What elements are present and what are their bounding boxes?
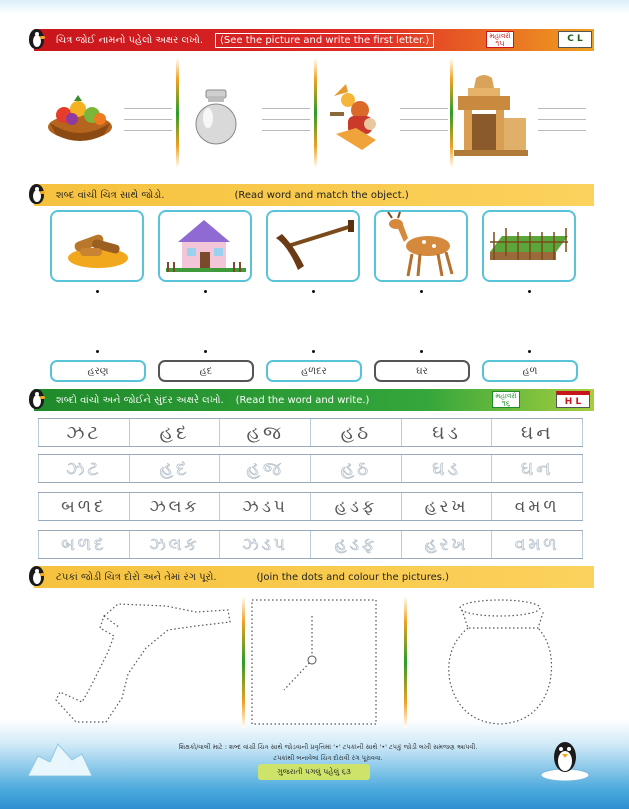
match-dot[interactable] xyxy=(420,350,423,353)
hanuman-picture xyxy=(326,82,392,154)
word-cell: હદ xyxy=(130,419,221,446)
column-divider xyxy=(404,596,407,728)
writing-row-2 xyxy=(38,492,583,521)
fenced-field-picture xyxy=(484,212,574,280)
turmeric-picture xyxy=(52,212,142,280)
match-dot[interactable] xyxy=(312,290,315,293)
section1-instruction-english: (See the picture and write the first letter.) xyxy=(215,33,434,48)
section2-instruction-gujarati: શબ્દ વાંચી ચિત્ર સાથે જોડો. xyxy=(56,189,165,201)
penguin-mascot-icon xyxy=(26,27,48,53)
tracing-row-1[interactable] xyxy=(38,454,583,483)
section3-instruction-english: (Read the word and write.) xyxy=(235,394,370,406)
dotted-plough-drawing[interactable] xyxy=(48,596,238,730)
picture-card-house[interactable] xyxy=(158,210,252,282)
section3-exercise-badge xyxy=(492,391,520,408)
exercise-label: મહાવરો xyxy=(495,392,517,400)
column-divider xyxy=(176,58,179,168)
trace-cell[interactable]: હજ xyxy=(220,455,311,482)
answer-lines[interactable] xyxy=(400,108,448,141)
section2-instruction-english: (Read word and match the object.) xyxy=(234,189,409,201)
penguin-mascot-icon xyxy=(26,387,48,413)
answer-lines[interactable] xyxy=(124,108,172,141)
trace-cell[interactable]: હડફ xyxy=(311,531,402,558)
penguin-mascot-icon xyxy=(26,182,48,208)
trace-cell[interactable]: બળદ xyxy=(38,531,130,558)
picture-card-turmeric[interactable] xyxy=(50,210,144,282)
word-cell: હડફ xyxy=(311,493,402,520)
section3-instruction-gujarati: શબ્દો વાંચો અને જોઈને સુંદર અક્ષરે લખો. xyxy=(56,394,224,406)
picture-card-deer[interactable] xyxy=(374,210,468,282)
trace-cell[interactable]: ઝલક xyxy=(130,531,221,558)
word-pill-1[interactable]: હરણ xyxy=(50,360,146,382)
picture-card-plough[interactable] xyxy=(266,210,360,282)
section2-banner xyxy=(34,184,594,206)
section4-instruction-gujarati: ટપકાં જોડી ચિત્ર દોરો અને તેમાં રંગ પૂરો. xyxy=(56,571,217,583)
match-dot[interactable] xyxy=(528,290,531,293)
exercise-label: મહાવરો xyxy=(489,32,511,40)
metal-pot-picture xyxy=(192,88,240,148)
section1-instruction-gujarati: ચિત્ર જોઈ નામનો પહેલો અક્ષર લખો. xyxy=(56,34,203,46)
tracing-row-2[interactable] xyxy=(38,530,583,559)
section1-code: C L xyxy=(558,31,592,48)
answer-lines[interactable] xyxy=(538,108,586,141)
section3-code: H L xyxy=(556,391,590,408)
picture-card-field[interactable] xyxy=(482,210,576,282)
match-dot[interactable] xyxy=(420,290,423,293)
iceberg-decoration-icon xyxy=(28,740,92,776)
column-divider xyxy=(314,58,317,168)
trace-cell[interactable]: ઘડ xyxy=(402,455,493,482)
match-dot[interactable] xyxy=(96,290,99,293)
plough-picture xyxy=(268,212,358,280)
teacher-note-line2: ટપકાંથી બનાવેલાં ચિત્ર દોરાવી રંગ પૂરાવવા. xyxy=(273,754,383,762)
page-number-tag: ગુજરાતી પગલું પહેલું ૬૩ xyxy=(258,764,370,780)
fruit-basket-picture xyxy=(44,95,116,143)
match-dot[interactable] xyxy=(204,350,207,353)
penguin-mascot-icon xyxy=(26,564,48,590)
word-cell: હજ xyxy=(220,419,311,446)
exercise-number: ૧૬ xyxy=(501,399,511,408)
penguin-on-boat-icon xyxy=(540,735,590,781)
match-dot[interactable] xyxy=(96,350,99,353)
deer-picture xyxy=(376,212,466,280)
word-pill-4[interactable]: ઘર xyxy=(374,360,470,382)
temple-picture xyxy=(454,74,528,158)
teacher-note xyxy=(128,742,528,764)
section4-instruction-english: (Join the dots and colour the pictures.) xyxy=(256,571,450,583)
match-dot[interactable] xyxy=(312,350,315,353)
word-cell: બળદ xyxy=(38,493,130,520)
trace-cell[interactable]: હઠ xyxy=(311,455,402,482)
word-cell: વમળ xyxy=(492,493,583,520)
trace-cell[interactable]: ઝડપ xyxy=(220,531,311,558)
word-pill-2[interactable]: હદ xyxy=(158,360,254,382)
match-dot[interactable] xyxy=(528,350,531,353)
teacher-note-line1: શિક્ષકો/વાલી માટે : શબ્દ વાંચી ચિત્ર સાથે જોડવાની પ્રવૃત્તિમાં '•' ટપકાંની સાથે '•' ટપકું જોડી લખી સમજણ આપવી. xyxy=(178,743,478,751)
dotted-pot-drawing[interactable] xyxy=(440,598,560,728)
match-dot[interactable] xyxy=(204,290,207,293)
word-cell: ઝડપ xyxy=(220,493,311,520)
trace-cell[interactable]: વમળ xyxy=(492,531,583,558)
word-cell: ઘન xyxy=(492,419,583,446)
trace-cell[interactable]: ઝટ xyxy=(38,455,130,482)
exercise-number: ૧૫ xyxy=(495,39,505,48)
dotted-clock-drawing[interactable] xyxy=(248,596,380,728)
house-picture xyxy=(160,212,250,280)
word-cell: હરખ xyxy=(402,493,493,520)
word-cell: ઘડ xyxy=(402,419,493,446)
section4-banner xyxy=(34,566,594,588)
trace-cell[interactable]: હદ xyxy=(130,455,221,482)
word-cell: ઝલક xyxy=(130,493,221,520)
column-divider xyxy=(450,58,453,168)
word-pill-3[interactable]: હળદર xyxy=(266,360,362,382)
word-pill-5[interactable]: હળ xyxy=(482,360,578,382)
writing-row-1 xyxy=(38,418,583,447)
trace-cell[interactable]: હરખ xyxy=(402,531,493,558)
word-cell: હઠ xyxy=(311,419,402,446)
section3-banner xyxy=(34,389,594,411)
column-divider xyxy=(242,596,245,728)
section1-banner xyxy=(34,29,594,51)
answer-lines[interactable] xyxy=(262,108,310,141)
section1-exercise-badge xyxy=(486,31,514,48)
word-cell: ઝટ xyxy=(38,419,130,446)
trace-cell[interactable]: ઘન xyxy=(492,455,583,482)
